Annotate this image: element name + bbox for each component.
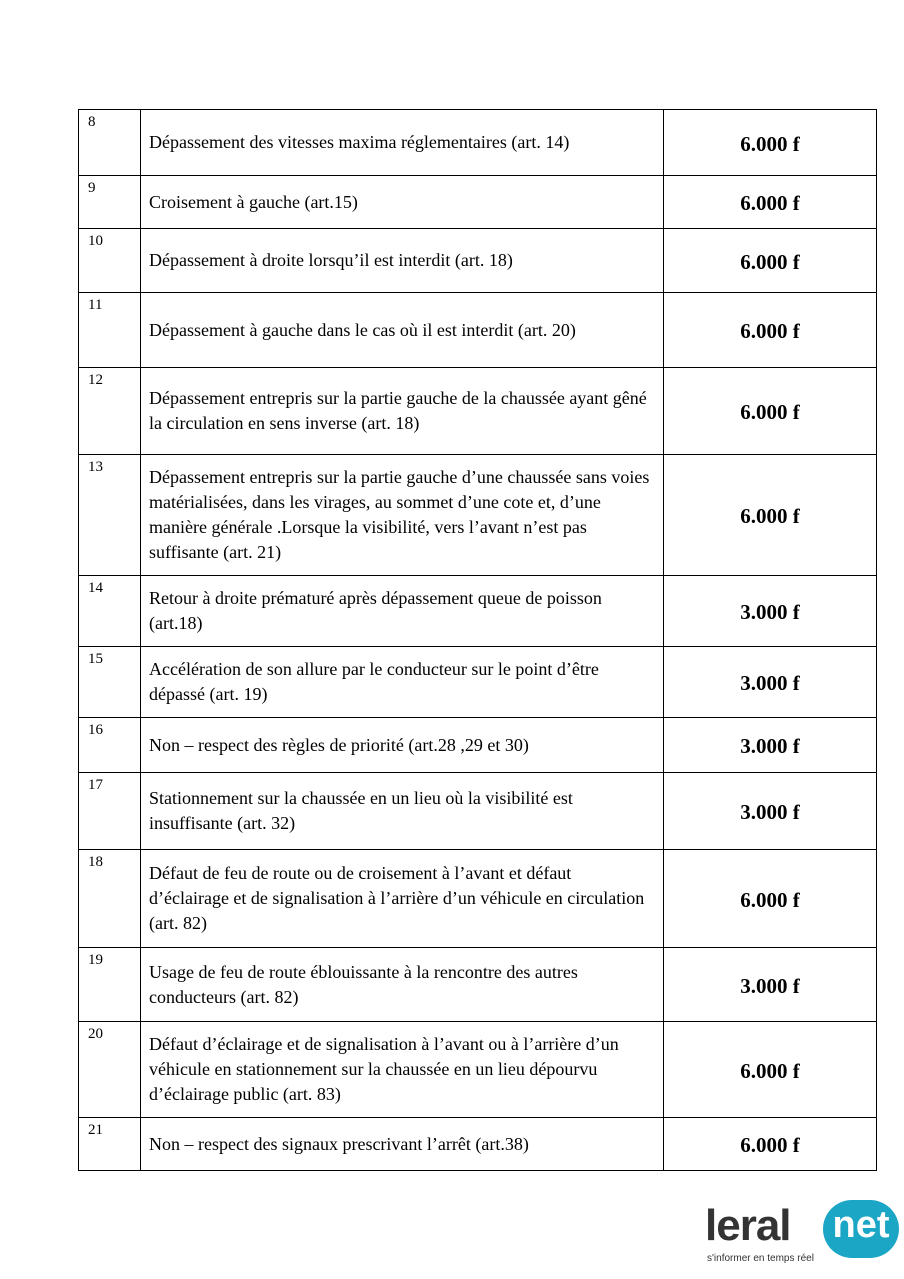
row-number: 9 xyxy=(79,176,141,229)
table-row xyxy=(79,176,877,229)
row-number: 8 xyxy=(79,110,141,176)
offense-description: Défaut de feu de route ou de croisement à l’avant et défaut d’éclairage et de signalisation à l’arrière d’un véhicule en circulation (art. 82) xyxy=(141,850,664,948)
offense-description: Non – respect des signaux prescrivant l’arrêt (art.38) xyxy=(141,1118,664,1171)
leralnet-logo xyxy=(705,1197,904,1267)
fine-amount: 6.000 f xyxy=(664,229,877,293)
offense-description: Stationnement sur la chaussée en un lieu où la visibilité est insuffisante (art. 32) xyxy=(141,773,664,850)
fine-amount: 3.000 f xyxy=(664,948,877,1022)
offense-description: Défaut d’éclairage et de signalisation à l’avant ou à l’arrière d’un véhicule en stationnement sur la chaussée en un lieu dépourvu d’éclairage public (art. 83) xyxy=(141,1022,664,1118)
fine-amount: 6.000 f xyxy=(664,293,877,368)
row-number: 18 xyxy=(79,850,141,948)
offense-description: Dépassement à droite lorsqu’il est interdit (art. 18) xyxy=(141,229,664,293)
table-row xyxy=(79,110,877,176)
offense-description: Non – respect des règles de priorité (art.28 ,29 et 30) xyxy=(141,718,664,773)
fine-amount: 3.000 f xyxy=(664,718,877,773)
offense-description: Usage de feu de route éblouissante à la rencontre des autres conducteurs (art. 82) xyxy=(141,948,664,1022)
offense-description: Dépassement des vitesses maxima réglementaires (art. 14) xyxy=(141,110,664,176)
fine-amount: 6.000 f xyxy=(664,110,877,176)
row-number: 14 xyxy=(79,576,141,647)
table-row xyxy=(79,647,877,718)
table-row xyxy=(79,229,877,293)
logo-tagline: s'informer en temps réel xyxy=(707,1253,814,1264)
fine-amount: 6.000 f xyxy=(664,455,877,576)
row-number: 20 xyxy=(79,1022,141,1118)
logo-bubble xyxy=(823,1200,899,1258)
table-row xyxy=(79,948,877,1022)
offense-description: Dépassement entrepris sur la partie gauche d’une chaussée sans voies matérialisées, dans les virages, au sommet d’une cote et, d’une manière générale .Lorsque la visibilité, vers l’avant n’est pas suffisante (art. 21) xyxy=(141,455,664,576)
fine-amount: 3.000 f xyxy=(664,647,877,718)
table-row xyxy=(79,773,877,850)
row-number: 21 xyxy=(79,1118,141,1171)
table-row xyxy=(79,1118,877,1171)
logo-bubble-text: net xyxy=(832,1204,890,1246)
row-number: 13 xyxy=(79,455,141,576)
logo-wordmark: leral xyxy=(705,1201,791,1250)
table-row xyxy=(79,576,877,647)
fine-amount: 6.000 f xyxy=(664,176,877,229)
fine-amount: 3.000 f xyxy=(664,773,877,850)
fine-amount: 6.000 f xyxy=(664,1118,877,1171)
table-row xyxy=(79,368,877,455)
row-number: 12 xyxy=(79,368,141,455)
table-row xyxy=(79,850,877,948)
row-number: 10 xyxy=(79,229,141,293)
fine-amount: 6.000 f xyxy=(664,1022,877,1118)
table-row xyxy=(79,718,877,773)
row-number: 17 xyxy=(79,773,141,850)
offense-description: Accélération de son allure par le conducteur sur le point d’être dépassé (art. 19) xyxy=(141,647,664,718)
fines-table xyxy=(78,109,877,1171)
offense-description: Croisement à gauche (art.15) xyxy=(141,176,664,229)
table-row xyxy=(79,1022,877,1118)
row-number: 11 xyxy=(79,293,141,368)
row-number: 15 xyxy=(79,647,141,718)
table-row xyxy=(79,293,877,368)
fine-amount: 6.000 f xyxy=(664,368,877,455)
row-number: 19 xyxy=(79,948,141,1022)
offense-description: Dépassement entrepris sur la partie gauche de la chaussée ayant gêné la circulation en sens inverse (art. 18) xyxy=(141,368,664,455)
offense-description: Retour à droite prématuré après dépassement queue de poisson (art.18) xyxy=(141,576,664,647)
fine-amount: 3.000 f xyxy=(664,576,877,647)
offense-description: Dépassement à gauche dans le cas où il est interdit (art. 20) xyxy=(141,293,664,368)
table-row xyxy=(79,455,877,576)
row-number: 16 xyxy=(79,718,141,773)
fine-amount: 6.000 f xyxy=(664,850,877,948)
